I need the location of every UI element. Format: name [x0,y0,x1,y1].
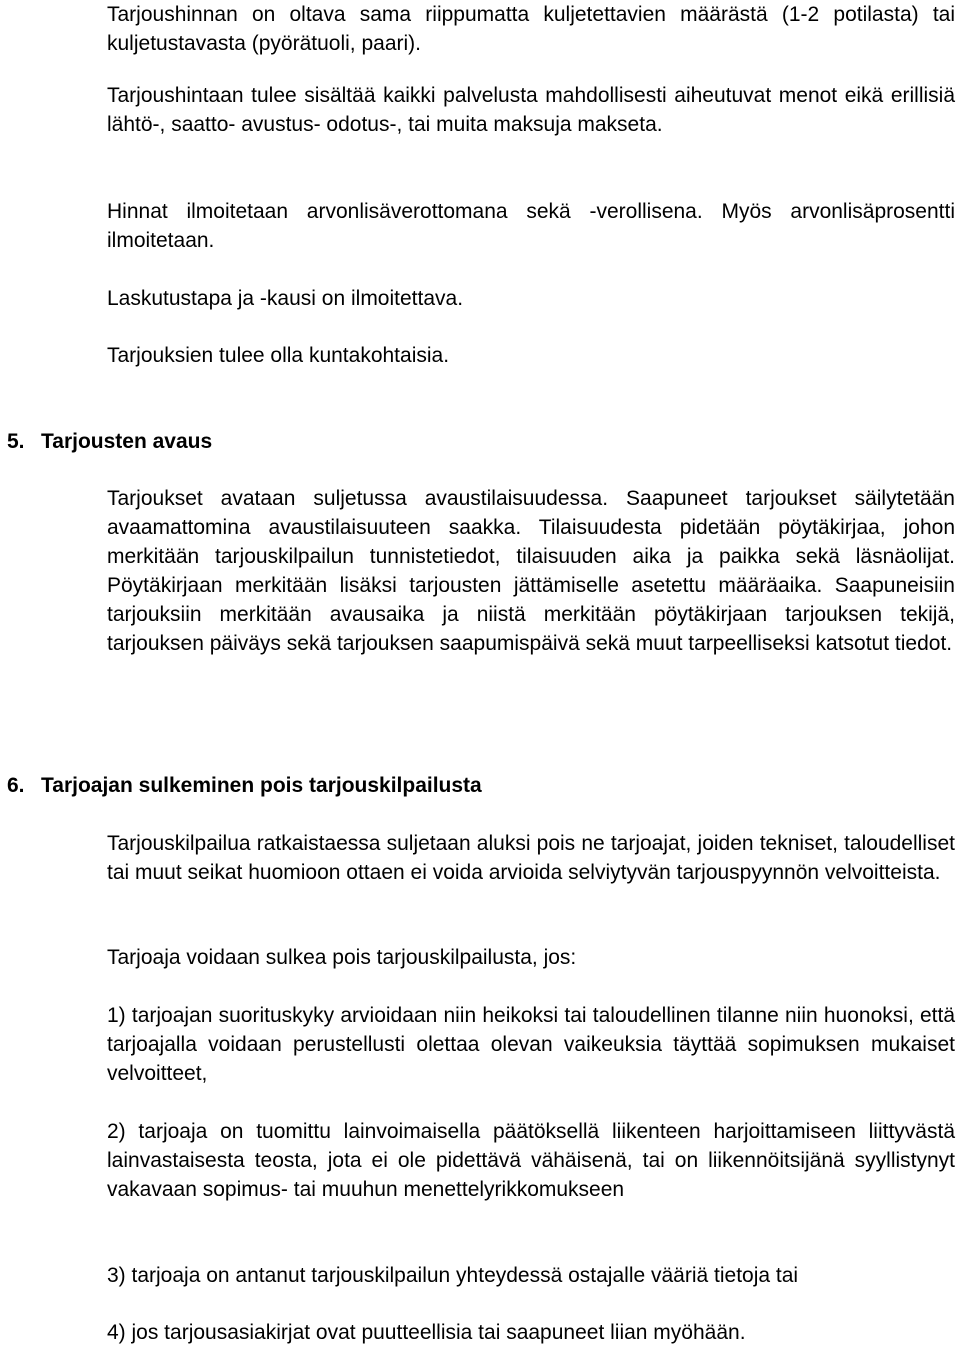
paragraph-vat: Hinnat ilmoitetaan arvonlisäverottomana sekä -verollisena. Myös arvonlisäprosentti ilmoitetaan. [107,200,955,252]
section-5-paragraph: Tarjoukset avataan suljetussa avaustilaisuudessa. Saapuneet tarjoukset säilytetään avaamattomina avaustilaisuuteen saakka. Tilaisuudesta pidetään pöytäkirjaa, johon merkitään tarjouskilpailun tunnistetiedot, tilaisuuden aika ja paikka sekä läsnäolijat. Pöytäkirjaan merkitään lisäksi tarjousten jättämiselle asetettu määräaika. Saapuneisiin tarjouksiin merkitään avausaika ja niistä merkitään pöytäkirjaan tarjouksen tekijä, tarjouksen päiväys sekä tarjouksen saapumispäivä sekä muut tarpeelliseksi katsotut tiedot. [107,487,955,655]
exclusion-item-2: 2) tarjoaja on tuomittu lainvoimaisella päätöksellä liikenteen harjoittamiseen liittyvästä lainvastaisesta teosta, jota ei ole pidettävä vähäisenä, tai on liikennöitsijänä syyllistynyt vakavaan sopimus- tai muuhun menettelyrikkomukseen [107,1120,955,1201]
paragraph-billing: Laskutustapa ja -kausi on ilmoitettava. [107,287,464,310]
section-6-lead: Tarjoaja voidaan sulkea pois tarjouskilpailusta, jos: [107,946,577,969]
exclusion-item-4: 4) jos tarjousasiakirjat ovat puutteellisia tai saapuneet liian myöhään. [107,1321,746,1344]
section-6-heading [7,771,482,800]
exclusion-item-3: 3) tarjoaja on antanut tarjouskilpailun yhteydessä ostajalle vääriä tietoja tai [107,1264,799,1287]
section-6-title: Tarjoajan sulkeminen pois tarjouskilpailusta [41,774,482,797]
paragraph-price-uniformity: Tarjoushinnan on oltava sama riippumatta kuljetettavien määrästä (1-2 potilasta) tai kuljetustavasta (pyörätuoli, paari). [107,3,955,55]
section-5-number: 5. [7,430,25,453]
exclusion-item-1: 1) tarjoajan suorituskyky arvioidaan niin heikoksi tai taloudellinen tilanne niin huonoksi, että tarjoajalla voidaan perustellusti olettaa olevan vaikeuksia täyttää sopimuksen mukaiset velvoitteet, [107,1004,955,1085]
paragraph-municipality: Tarjouksien tulee olla kuntakohtaisia. [107,344,450,367]
paragraph-price-inclusions: Tarjoushintaan tulee sisältää kaikki palvelusta mahdollisesti aiheutuvat menot eikä erillisiä lähtö-, saatto- avustus- odotus-, tai muita maksuja makseta. [107,84,955,136]
section-6-intro: Tarjouskilpailua ratkaistaessa suljetaan aluksi pois ne tarjoajat, joiden tekniset, taloudelliset tai muut seikat huomioon ottaen ei voida arvioida selviytyvän tarjouspyynnön velvoitteista. [107,832,955,884]
section-5-heading [7,427,212,456]
section-5-title: Tarjousten avaus [41,430,213,453]
section-6-number: 6. [7,774,25,797]
